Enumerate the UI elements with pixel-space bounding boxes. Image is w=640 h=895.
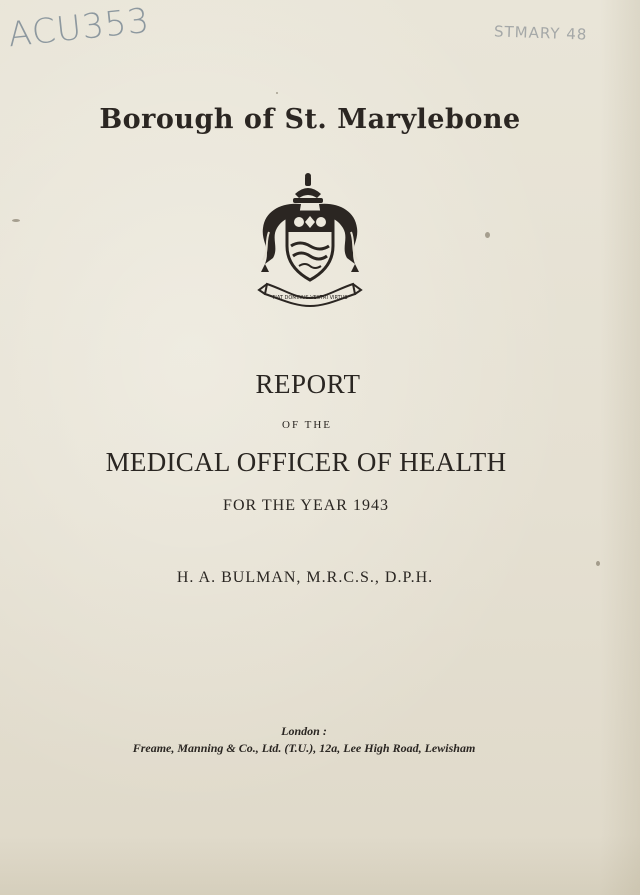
- page-bottom-shading: [0, 835, 640, 895]
- report-title: REPORT: [255, 369, 361, 399]
- pencil-shelf-mark: STMARY 48: [493, 22, 588, 44]
- handwritten-catalogue-number: ACU353: [6, 0, 152, 56]
- crest-motto: FIAT DOMINUS VESTRI VIRTUS: [272, 295, 348, 301]
- report-connector: OF THE: [282, 419, 332, 431]
- imprint-city: London :: [281, 724, 327, 738]
- paper-speck: [12, 219, 20, 222]
- office-title: MEDICAL OFFICER OF HEALTH: [105, 447, 507, 477]
- paper-speck: [276, 92, 278, 94]
- report-year: FOR THE YEAR 1943: [223, 497, 389, 514]
- author-credit: H. A. BULMAN, M.R.C.S., D.P.H.: [176, 569, 434, 586]
- paper-speck: [596, 561, 600, 566]
- paper-speck: [485, 232, 490, 238]
- imprint-printer: Freame, Manning & Co., Ltd. (T.U.), 12a, Lee High Road, Lewisham: [132, 741, 476, 755]
- borough-heading: Borough of St. Marylebone: [99, 104, 521, 135]
- coat-of-arms-icon: [255, 172, 365, 310]
